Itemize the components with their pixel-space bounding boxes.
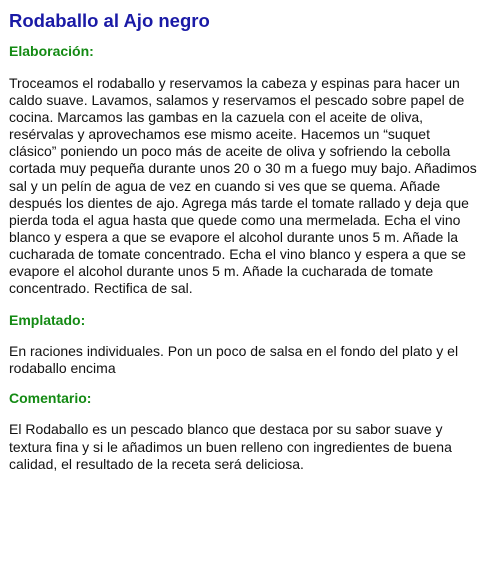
page-title: Rodaballo al Ajo negro (9, 10, 210, 31)
section-heading-emplatado: Emplatado: (9, 312, 86, 329)
recipe-page (9, 9, 477, 473)
section-text-elaboracion: Troceamos el rodaballo y reservamos la cabeza y espinas para hacer un caldo suave. Lavamos, salamos y reservamos el pescado sobre papel de cocina. Marcamos las gambas en la cazuela con el aceite de oliva, resérvalas y aprovechamos ese mismo aceite. Hacemos un “suquet clásico” poniendo un poco más de aceite de oliva y sofriendo la cebolla cortada muy pequeña durante unos 20 o 30 m a fuego muy bajo. Añadimos sal y un pelín de agua de vez en cuando si ves que se quema. Añade después los dientes de ajo. Agrega más tarde el tomate rallado y deja que pierda toda el agua hasta que quede como una mermelada. Echa el vino blanco y espera a que se evapore el alcohol durante unos 5 m. Añade la cucharada de tomate concentrado. Echa el vino blanco y espera a que se evapore el alcohol durante unos 5 m. Añade la cucharada de tomate concentrado. Rectifica de sal. (9, 75, 477, 297)
section-heading-elaboracion: Elaboración: (9, 43, 94, 59)
section-text-comentario: El Rodaballo es un pescado blanco que destaca por su sabor suave y textura fina y si le añadimos un buen relleno con ingredientes de buena calidad, el resultado de la receta será deliciosa. (9, 421, 452, 472)
section-text-emplatado: En raciones individuales. Pon un poco de salsa en el fondo del plato y el rodaballo encima (9, 343, 459, 377)
section-heading-comentario: Comentario: (9, 390, 92, 407)
